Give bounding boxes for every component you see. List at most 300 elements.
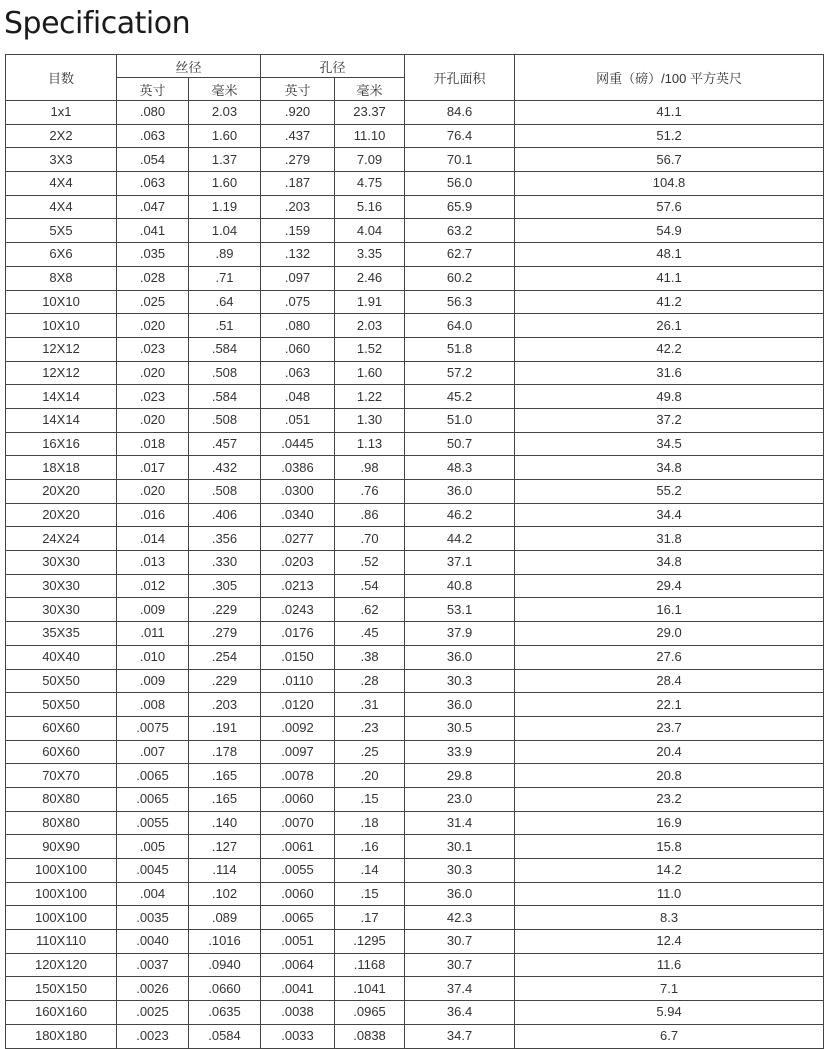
cell-open-area: 56.3 [405,290,515,314]
cell-wire-mm: .229 [189,598,261,622]
cell-open-area: 53.1 [405,598,515,622]
cell-weight: 34.8 [515,456,824,480]
cell-mesh: 20X20 [6,480,117,504]
cell-opening-inch: .075 [261,290,335,314]
header-opening-inch: 英寸 [261,78,335,101]
cell-weight: 34.8 [515,551,824,575]
cell-wire-inch: .009 [117,669,189,693]
cell-wire-mm: .089 [189,906,261,930]
cell-wire-mm: .51 [189,314,261,338]
cell-opening-inch: .132 [261,243,335,267]
cell-open-area: 56.0 [405,172,515,196]
table-row [6,243,824,267]
cell-opening-inch: .0277 [261,527,335,551]
cell-mesh: 110X110 [6,930,117,954]
cell-opening-inch: .0243 [261,598,335,622]
table-row [6,290,824,314]
cell-open-area: 65.9 [405,195,515,219]
cell-weight: 11.6 [515,953,824,977]
cell-wire-inch: .0037 [117,953,189,977]
cell-opening-inch: .0340 [261,503,335,527]
table-row [6,124,824,148]
cell-wire-inch: .063 [117,172,189,196]
cell-wire-inch: .0040 [117,930,189,954]
cell-mesh: 40X40 [6,645,117,669]
cell-weight: 31.6 [515,361,824,385]
cell-weight: 34.5 [515,432,824,456]
cell-opening-mm: .28 [335,669,405,693]
cell-open-area: 62.7 [405,243,515,267]
cell-open-area: 63.2 [405,219,515,243]
table-row [6,669,824,693]
cell-mesh: 16X16 [6,432,117,456]
cell-opening-mm: .76 [335,480,405,504]
cell-wire-inch: .018 [117,432,189,456]
cell-mesh: 50X50 [6,693,117,717]
cell-wire-mm: .140 [189,811,261,835]
cell-opening-mm: .0965 [335,1001,405,1025]
cell-wire-inch: .023 [117,385,189,409]
table-row [6,764,824,788]
cell-wire-mm: .203 [189,693,261,717]
cell-mesh: 4X4 [6,172,117,196]
cell-wire-mm: .89 [189,243,261,267]
cell-wire-inch: .004 [117,882,189,906]
cell-opening-inch: .0097 [261,740,335,764]
page-title: Specification [4,6,191,41]
cell-mesh: 14X14 [6,408,117,432]
cell-opening-inch: .060 [261,337,335,361]
cell-mesh: 50X50 [6,669,117,693]
cell-wire-mm: .254 [189,645,261,669]
header-wire-diameter: 丝径 [117,55,261,78]
cell-mesh: 1x1 [6,101,117,125]
cell-opening-inch: .063 [261,361,335,385]
cell-mesh: 30X30 [6,551,117,575]
cell-opening-inch: .0078 [261,764,335,788]
cell-wire-inch: .023 [117,337,189,361]
cell-open-area: 57.2 [405,361,515,385]
cell-mesh: 18X18 [6,456,117,480]
cell-opening-inch: .0060 [261,882,335,906]
table-body [6,101,824,1049]
cell-wire-inch: .008 [117,693,189,717]
cell-wire-inch: .0023 [117,1024,189,1048]
cell-open-area: 36.0 [405,645,515,669]
cell-open-area: 30.7 [405,930,515,954]
cell-open-area: 36.4 [405,1001,515,1025]
table-row [6,337,824,361]
header-wire-inch: 英寸 [117,78,189,101]
table-row [6,1024,824,1048]
cell-open-area: 46.2 [405,503,515,527]
cell-wire-inch: .063 [117,124,189,148]
cell-weight: 16.9 [515,811,824,835]
cell-opening-mm: .86 [335,503,405,527]
cell-mesh: 2X2 [6,124,117,148]
cell-opening-inch: .0065 [261,906,335,930]
cell-wire-mm: 1.37 [189,148,261,172]
table-row [6,456,824,480]
cell-weight: 6.7 [515,1024,824,1048]
cell-mesh: 80X80 [6,787,117,811]
cell-wire-inch: .0026 [117,977,189,1001]
table-row [6,835,824,859]
table-row [6,882,824,906]
cell-wire-mm: .584 [189,337,261,361]
cell-open-area: 34.7 [405,1024,515,1048]
cell-opening-inch: .0051 [261,930,335,954]
cell-mesh: 100X100 [6,906,117,930]
cell-open-area: 76.4 [405,124,515,148]
table-row [6,811,824,835]
table-row [6,740,824,764]
cell-open-area: 30.5 [405,716,515,740]
cell-wire-inch: .0045 [117,859,189,883]
cell-weight: 23.7 [515,716,824,740]
cell-weight: 37.2 [515,408,824,432]
cell-opening-mm: .52 [335,551,405,575]
table-row [6,930,824,954]
cell-weight: 29.0 [515,622,824,646]
cell-opening-mm: .1041 [335,977,405,1001]
cell-open-area: 60.2 [405,266,515,290]
table-row [6,551,824,575]
cell-opening-mm: 5.16 [335,195,405,219]
table-row [6,101,824,125]
cell-open-area: 70.1 [405,148,515,172]
table-row [6,859,824,883]
cell-wire-inch: .054 [117,148,189,172]
cell-opening-inch: .0213 [261,574,335,598]
header-row-primary [6,55,824,78]
cell-open-area: 48.3 [405,456,515,480]
cell-mesh: 10X10 [6,290,117,314]
cell-wire-inch: .0065 [117,787,189,811]
cell-wire-inch: .020 [117,480,189,504]
cell-wire-mm: .406 [189,503,261,527]
table-row [6,574,824,598]
cell-weight: 5.94 [515,1001,824,1025]
cell-open-area: 50.7 [405,432,515,456]
table-row [6,906,824,930]
cell-wire-mm: .64 [189,290,261,314]
cell-weight: 55.2 [515,480,824,504]
cell-weight: 42.2 [515,337,824,361]
cell-opening-mm: .70 [335,527,405,551]
cell-open-area: 29.8 [405,764,515,788]
cell-wire-inch: .014 [117,527,189,551]
cell-mesh: 10X10 [6,314,117,338]
cell-wire-mm: .191 [189,716,261,740]
cell-open-area: 37.1 [405,551,515,575]
cell-mesh: 60X60 [6,740,117,764]
cell-wire-inch: .011 [117,622,189,646]
cell-wire-mm: .508 [189,408,261,432]
cell-opening-inch: .0041 [261,977,335,1001]
table-row [6,480,824,504]
cell-wire-inch: .010 [117,645,189,669]
cell-wire-mm: .330 [189,551,261,575]
cell-wire-mm: .508 [189,361,261,385]
cell-wire-mm: .114 [189,859,261,883]
cell-wire-mm: 1.04 [189,219,261,243]
cell-opening-mm: 4.75 [335,172,405,196]
cell-opening-mm: .98 [335,456,405,480]
header-weight: 网重（磅）/100 平方英尺 [515,55,824,101]
cell-opening-inch: .080 [261,314,335,338]
header-wire-mm: 毫米 [189,78,261,101]
cell-weight: 15.8 [515,835,824,859]
header-open-area: 开孔面积 [405,55,515,101]
cell-wire-inch: .009 [117,598,189,622]
cell-opening-inch: .051 [261,408,335,432]
cell-wire-mm: .0660 [189,977,261,1001]
cell-wire-mm: .305 [189,574,261,598]
cell-weight: 20.4 [515,740,824,764]
cell-wire-mm: 1.60 [189,172,261,196]
cell-opening-inch: .203 [261,195,335,219]
table-row [6,361,824,385]
cell-wire-inch: .047 [117,195,189,219]
table-row [6,503,824,527]
cell-wire-mm: 1.19 [189,195,261,219]
cell-mesh: 180X180 [6,1024,117,1048]
cell-opening-inch: .0300 [261,480,335,504]
cell-opening-mm: 2.46 [335,266,405,290]
cell-open-area: 44.2 [405,527,515,551]
cell-mesh: 60X60 [6,716,117,740]
cell-mesh: 8X8 [6,266,117,290]
cell-wire-inch: .0025 [117,1001,189,1025]
cell-mesh: 12X12 [6,337,117,361]
cell-open-area: 51.0 [405,408,515,432]
cell-opening-mm: 4.04 [335,219,405,243]
cell-opening-mm: .17 [335,906,405,930]
cell-open-area: 31.4 [405,811,515,835]
table-row [6,645,824,669]
cell-weight: 54.9 [515,219,824,243]
cell-opening-mm: 3.35 [335,243,405,267]
cell-open-area: 30.3 [405,669,515,693]
cell-opening-mm: .18 [335,811,405,835]
cell-open-area: 36.0 [405,882,515,906]
cell-opening-mm: 11.10 [335,124,405,148]
cell-opening-inch: .0176 [261,622,335,646]
cell-opening-inch: .0061 [261,835,335,859]
cell-opening-inch: .0060 [261,787,335,811]
cell-wire-inch: .025 [117,290,189,314]
cell-opening-mm: .31 [335,693,405,717]
cell-mesh: 100X100 [6,859,117,883]
cell-open-area: 37.9 [405,622,515,646]
cell-opening-inch: .279 [261,148,335,172]
cell-opening-mm: .45 [335,622,405,646]
cell-mesh: 14X14 [6,385,117,409]
cell-weight: 41.1 [515,266,824,290]
cell-mesh: 4X4 [6,195,117,219]
cell-opening-mm: 1.52 [335,337,405,361]
cell-opening-inch: .187 [261,172,335,196]
cell-weight: 22.1 [515,693,824,717]
cell-open-area: 30.3 [405,859,515,883]
cell-wire-mm: .178 [189,740,261,764]
cell-mesh: 100X100 [6,882,117,906]
cell-weight: 34.4 [515,503,824,527]
cell-opening-inch: .920 [261,101,335,125]
cell-weight: 28.4 [515,669,824,693]
header-mesh: 目数 [6,55,117,101]
cell-opening-inch: .0150 [261,645,335,669]
cell-wire-inch: .041 [117,219,189,243]
cell-weight: 23.2 [515,787,824,811]
cell-mesh: 6X6 [6,243,117,267]
table-row [6,977,824,1001]
cell-mesh: 90X90 [6,835,117,859]
cell-open-area: 42.3 [405,906,515,930]
cell-mesh: 70X70 [6,764,117,788]
table-row [6,148,824,172]
cell-wire-mm: .102 [189,882,261,906]
cell-opening-mm: .0838 [335,1024,405,1048]
cell-mesh: 24X24 [6,527,117,551]
cell-mesh: 30X30 [6,574,117,598]
cell-mesh: 80X80 [6,811,117,835]
cell-opening-inch: .0386 [261,456,335,480]
cell-weight: 29.4 [515,574,824,598]
cell-opening-inch: .0092 [261,716,335,740]
table-row [6,195,824,219]
cell-opening-inch: .159 [261,219,335,243]
cell-wire-mm: 2.03 [189,101,261,125]
cell-mesh: 12X12 [6,361,117,385]
cell-open-area: 37.4 [405,977,515,1001]
cell-open-area: 30.1 [405,835,515,859]
table-row [6,385,824,409]
table-row [6,314,824,338]
cell-open-area: 45.2 [405,385,515,409]
cell-wire-mm: .165 [189,764,261,788]
cell-opening-mm: 7.09 [335,148,405,172]
cell-weight: 31.8 [515,527,824,551]
cell-opening-mm: .1168 [335,953,405,977]
table-row [6,219,824,243]
cell-wire-inch: .0065 [117,764,189,788]
cell-weight: 56.7 [515,148,824,172]
cell-opening-inch: .0038 [261,1001,335,1025]
cell-open-area: 64.0 [405,314,515,338]
cell-open-area: 36.0 [405,693,515,717]
cell-wire-mm: .584 [189,385,261,409]
cell-wire-mm: .165 [189,787,261,811]
cell-opening-mm: 2.03 [335,314,405,338]
table-row [6,432,824,456]
cell-wire-inch: .016 [117,503,189,527]
cell-wire-inch: .0075 [117,716,189,740]
cell-opening-mm: 1.60 [335,361,405,385]
cell-wire-inch: .020 [117,408,189,432]
cell-wire-mm: .0635 [189,1001,261,1025]
table-row [6,408,824,432]
cell-open-area: 30.7 [405,953,515,977]
cell-wire-inch: .035 [117,243,189,267]
cell-weight: 27.6 [515,645,824,669]
cell-wire-mm: .1016 [189,930,261,954]
cell-weight: 26.1 [515,314,824,338]
cell-opening-mm: .20 [335,764,405,788]
cell-wire-inch: .0035 [117,906,189,930]
cell-open-area: 40.8 [405,574,515,598]
cell-opening-inch: .0064 [261,953,335,977]
cell-weight: 104.8 [515,172,824,196]
cell-open-area: 84.6 [405,101,515,125]
cell-opening-inch: .0033 [261,1024,335,1048]
cell-opening-mm: .14 [335,859,405,883]
cell-weight: 49.8 [515,385,824,409]
cell-opening-mm: .62 [335,598,405,622]
cell-wire-mm: .508 [189,480,261,504]
cell-opening-mm: .16 [335,835,405,859]
cell-wire-mm: .71 [189,266,261,290]
table-row [6,598,824,622]
cell-weight: 16.1 [515,598,824,622]
cell-weight: 14.2 [515,859,824,883]
cell-mesh: 20X20 [6,503,117,527]
cell-wire-inch: .007 [117,740,189,764]
cell-wire-inch: .028 [117,266,189,290]
cell-wire-inch: .020 [117,361,189,385]
cell-opening-inch: .0445 [261,432,335,456]
cell-mesh: 120X120 [6,953,117,977]
cell-mesh: 150X150 [6,977,117,1001]
cell-open-area: 36.0 [405,480,515,504]
table-row [6,693,824,717]
table-row [6,1001,824,1025]
cell-wire-mm: .229 [189,669,261,693]
cell-wire-mm: .0940 [189,953,261,977]
cell-opening-mm: 1.13 [335,432,405,456]
cell-mesh: 30X30 [6,598,117,622]
specification-table [5,54,824,1049]
cell-wire-mm: .356 [189,527,261,551]
cell-mesh: 160X160 [6,1001,117,1025]
cell-opening-inch: .0110 [261,669,335,693]
cell-open-area: 33.9 [405,740,515,764]
cell-opening-mm: 1.30 [335,408,405,432]
table-row [6,953,824,977]
cell-opening-inch: .0070 [261,811,335,835]
cell-mesh: 5X5 [6,219,117,243]
cell-wire-mm: .457 [189,432,261,456]
cell-opening-mm: .23 [335,716,405,740]
table-row [6,787,824,811]
cell-wire-inch: .080 [117,101,189,125]
cell-wire-inch: .020 [117,314,189,338]
cell-opening-mm: 23.37 [335,101,405,125]
cell-opening-mm: .25 [335,740,405,764]
cell-opening-mm: .15 [335,882,405,906]
cell-wire-inch: .005 [117,835,189,859]
cell-wire-mm: .279 [189,622,261,646]
cell-weight: 20.8 [515,764,824,788]
cell-weight: 48.1 [515,243,824,267]
cell-open-area: 23.0 [405,787,515,811]
cell-opening-mm: .1295 [335,930,405,954]
table-row [6,622,824,646]
cell-wire-inch: .013 [117,551,189,575]
cell-weight: 12.4 [515,930,824,954]
cell-wire-inch: .0055 [117,811,189,835]
